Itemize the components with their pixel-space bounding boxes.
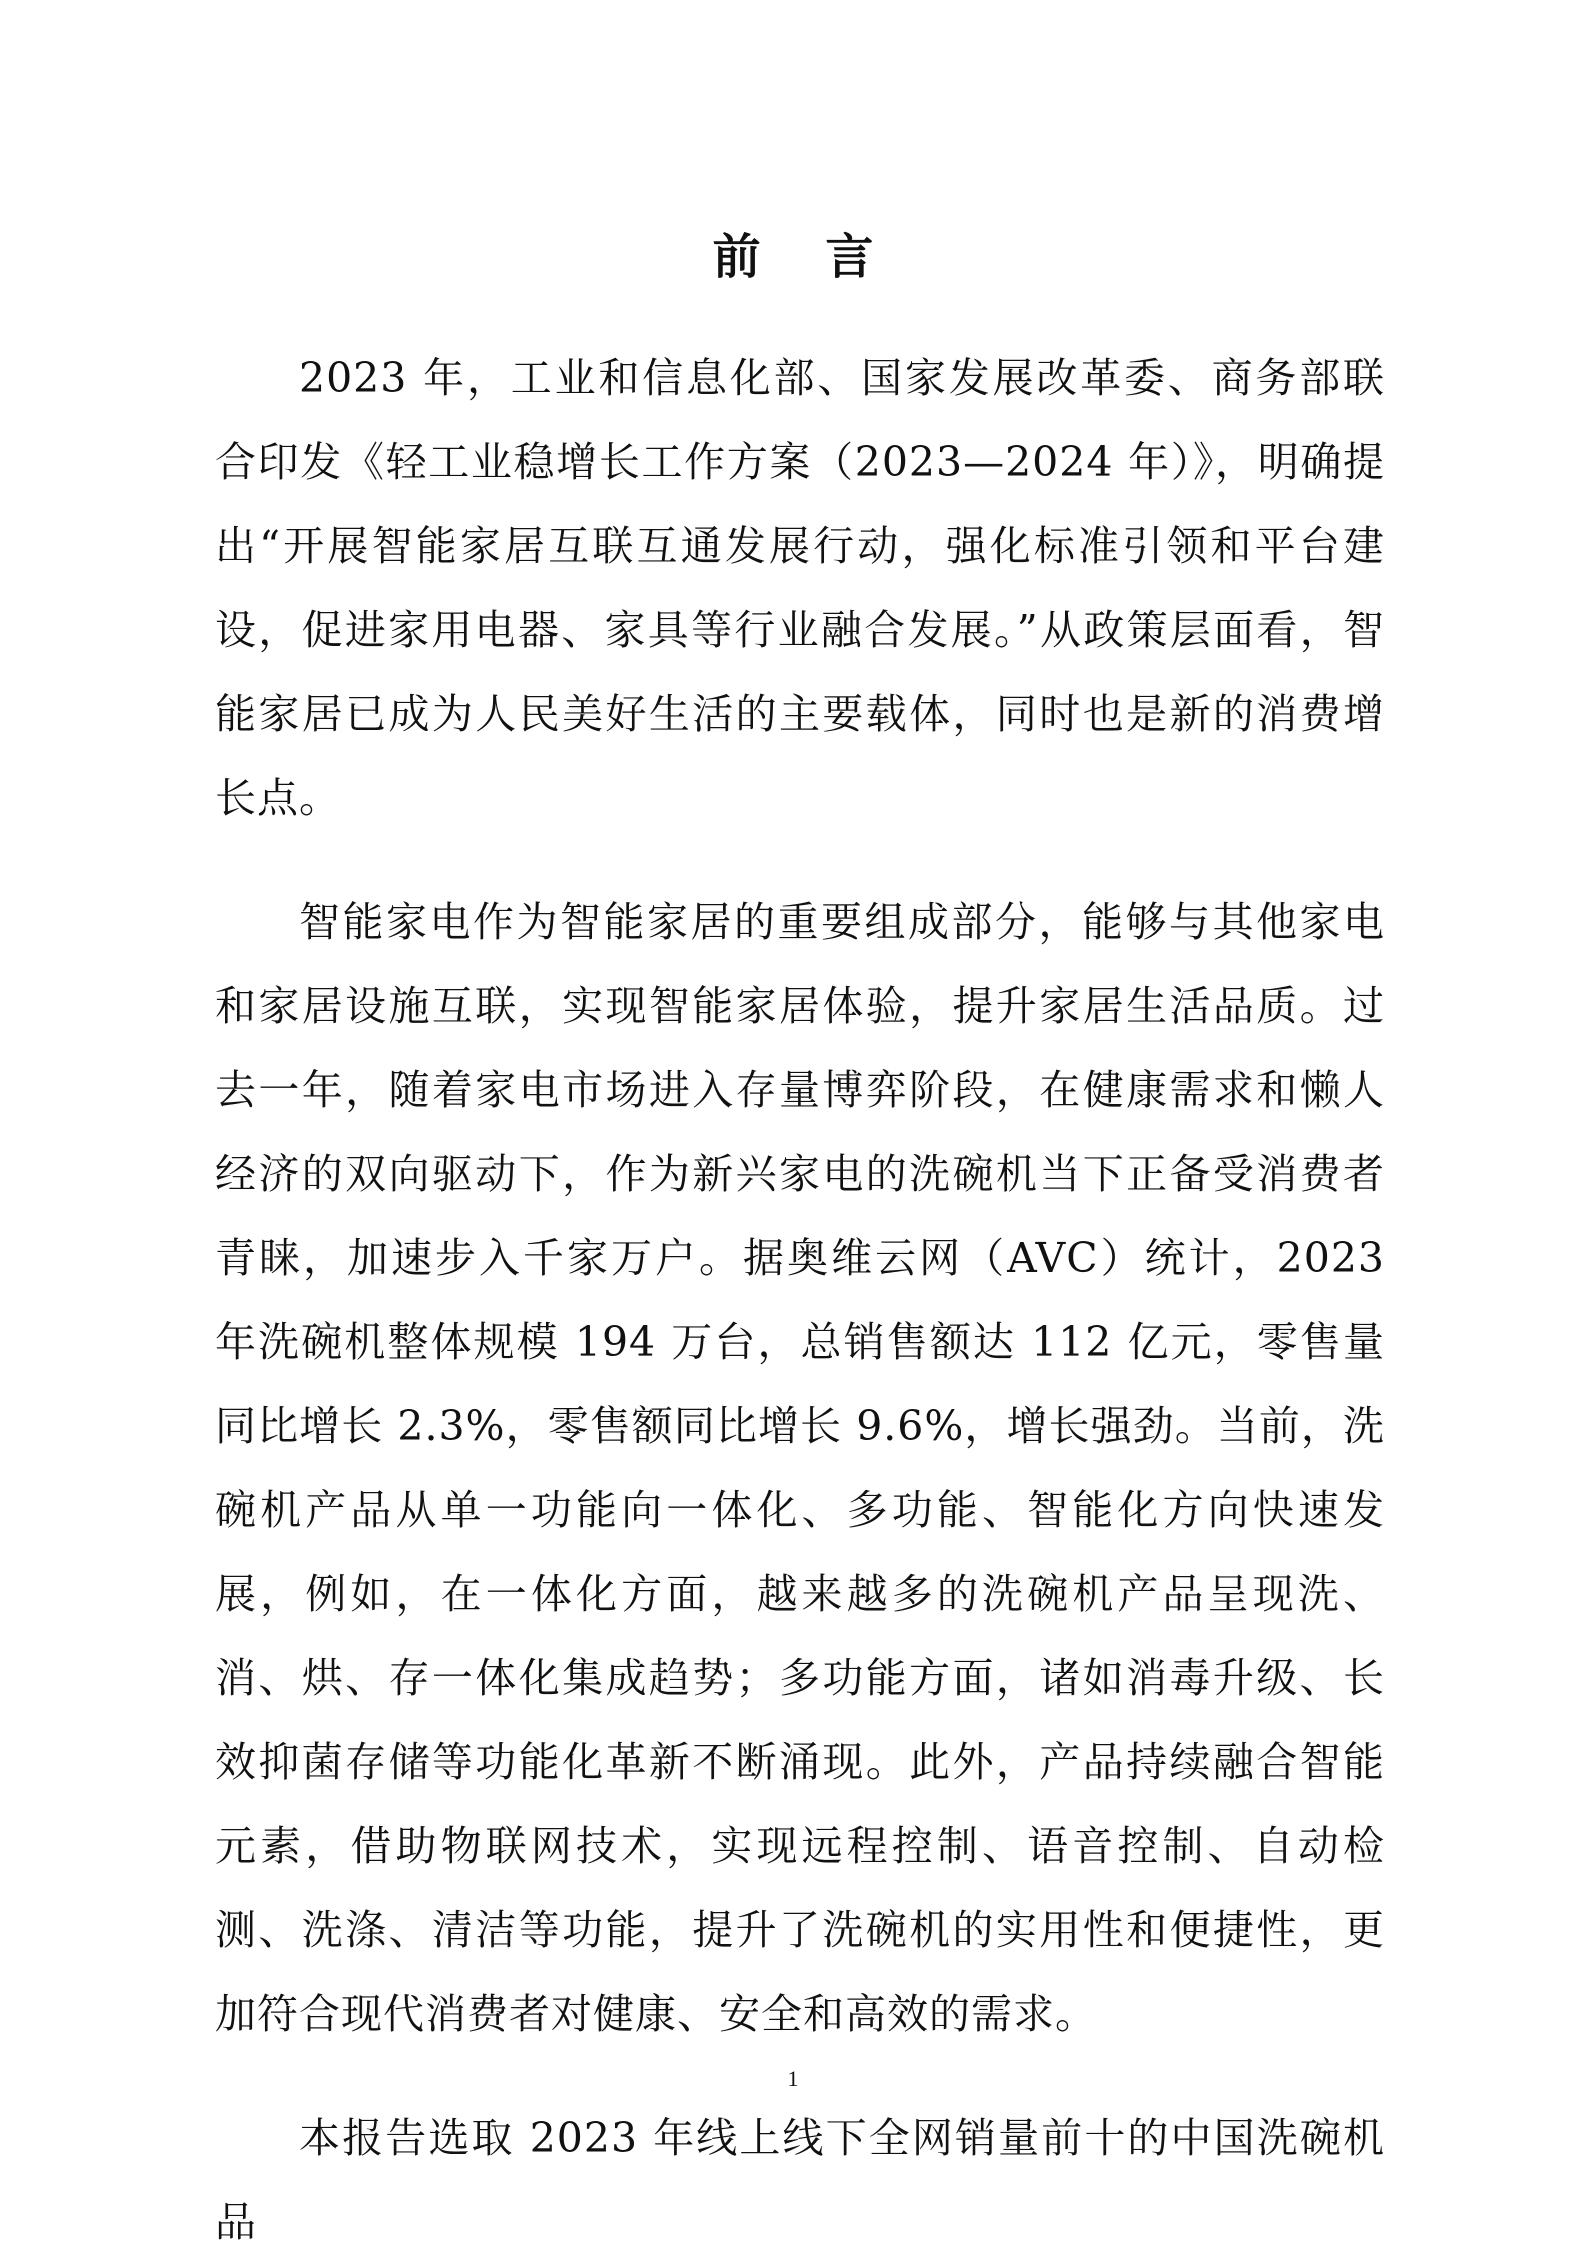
paragraph-report-scope: 本报告选取 2023 年线上线下全网销量前十的中国洗碗机品 (215, 2114, 1385, 2246)
page-number: 1 (787, 2066, 799, 2091)
paragraph-policy: 2023 年，工业和信息化部、国家发展改革委、商务部联合印发《轻工业稳增长工作方案（2023—2024 年）》，明确提出“开展智能家居互联互通发展行动，强化标准引领和平台建设，促进家用电器、家具等行业融合发展。”从政策层面看，智能家居已成为人民美好生活的主要载体，同时也是新的消费增长点。 (215, 354, 1385, 822)
body-text (215, 336, 1385, 2264)
page-title: 前 言 (712, 229, 898, 285)
paragraph-dishwasher-market: 智能家电作为智能家居的重要组成部分，能够与其他家电和家居设施互联，实现智能家居体验，提升家居生活品质。过去一年，随着家电市场进入存量博弈阶段，在健康需求和懒人经济的双向驱动下，作为新兴家电的洗碗机当下正备受消费者青睐，加速步入千家万户。据奥维云网（AVC）统计，2023 年洗碗机整体规模 194 万台，总销售额达 112 亿元，零售量同比增长 2.3%，零售额同比增长 9.6%，增长强劲。当前，洗碗机产品从单一功能向一体化、多功能、智能化方向快速发展，例如，在一体化方面，越来越多的洗碗机产品呈现洗、消、烘、存一体化集成趋势；多功能方面，诸如消毒升级、长效抑菌存储等功能化革新不断涌现。此外，产品持续融合智能元素，借助物联网技术，实现远程控制、语音控制、自动检测、洗涤、清洁等功能，提升了洗碗机的实用性和便捷性，更加符合现代消费者对健康、安全和高效的需求。 (215, 898, 1385, 2038)
